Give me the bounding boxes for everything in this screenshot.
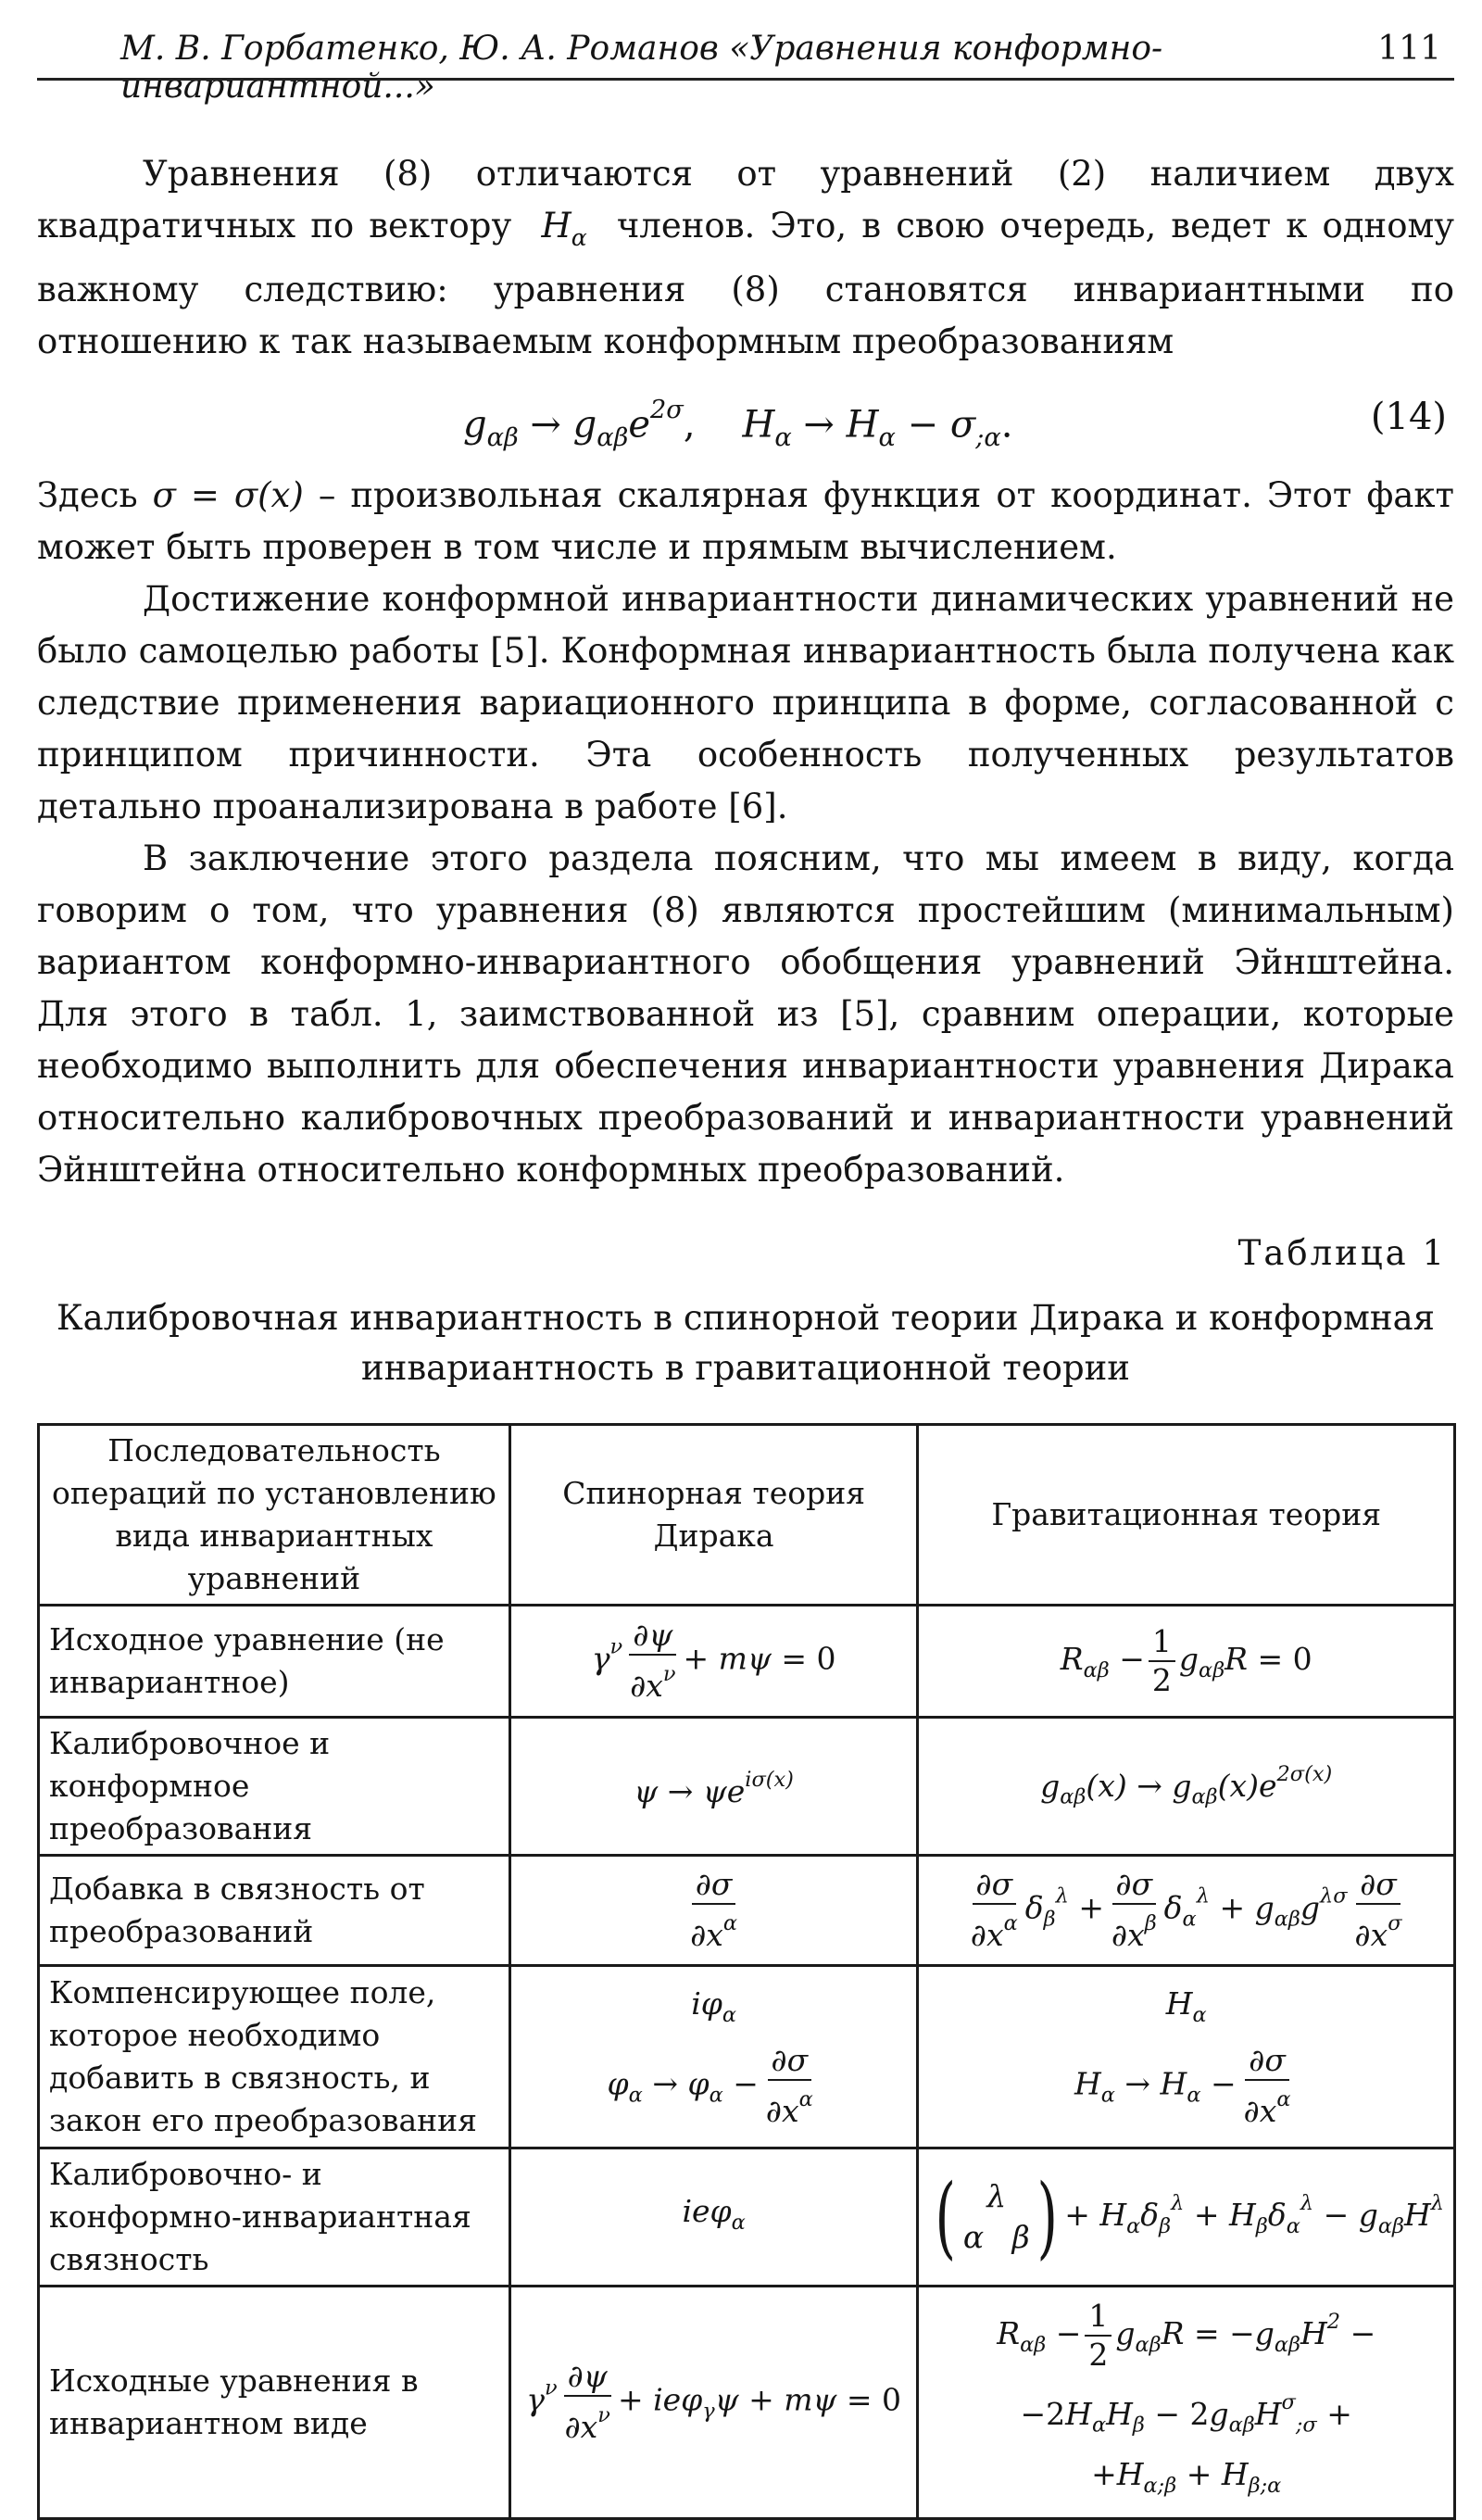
row-label-initial: Исходное уравнение (не инвариантное) (39, 1605, 510, 1717)
sigma-definition: σ = σ(x) (152, 474, 304, 515)
paragraph-3: Достижение конформной инвариантности динамических уравнений не было самоцелью работы [5]. Конформная инвариантность была получена как следствие применения вариационного принципа в форме, согласованной с принципом причинности. Эта особенность полученных результатов детально проанализирована в работе [6]. (37, 578, 1454, 826)
page (37, 19, 1454, 2520)
comparison-table (37, 1423, 1456, 2520)
header-dirac: Спинорная теория Дирака (509, 1424, 918, 1605)
dirac-invariant-equation: $\gamma^\nu$ $\frac{\partial\psi}{\partial x^\nu}$ + ieφ$_\gamma$ψ + mψ = 0 (509, 2286, 918, 2518)
dirac-gauge-transform: $\psi \to \psi e^{i\sigma(x)}$ (509, 1717, 918, 1855)
table-row (39, 2148, 1455, 2286)
header-operations: Последовательность операций по установлению вида инвариантных уравнений (39, 1424, 510, 1605)
table-row (39, 2286, 1455, 2518)
row-label-invariant-connection: Калибровочно- и конформно-инвариантная связность (39, 2148, 510, 2286)
paragraph-1-part-a: Уравнения (8) отличаются от уравнений (2) наличием двух квадратичных по вектору (37, 154, 1454, 246)
paragraph-4: В заключение этого раздела поясним, что мы имеем в виду, когда говорим о том, что уравнения (8) являются простейшим (минимальным) вариантом конформно-инвариантного обобщения уравнений Эйнштейна. Для этого в табл. 1, заимствованной из [5], сравним операции, которые необходимо выполнить для обеспечения инвариантности уравнения Дирака относительно калибровочных преобразований и инвариантности уравнений Эйнштейна относительно конформных преобразований. (37, 838, 1454, 1190)
dirac-field-transform: $\varphi_\alpha \to \varphi_\alpha$ − $\frac{\partial\sigma}{\partial x^\alpha}$ (607, 2042, 813, 2130)
paragraph-2 (37, 470, 1454, 573)
header-rule (37, 78, 1454, 81)
dirac-compensating-field (509, 1965, 918, 2148)
equation-14 (37, 368, 1454, 470)
dirac-field-i-phi: $i\varphi_\alpha$ (691, 1985, 737, 2028)
row-label-connection-addition: Добавка в связность от преобразований (39, 1855, 510, 1965)
table-title-line-1: Калибровочная инвариантность в спинорной теории Дирака и конформная (57, 1297, 1435, 1338)
vector-h-alpha: $H_\alpha$ (526, 206, 587, 251)
table-row (39, 1605, 1455, 1717)
table-title (37, 1293, 1454, 1393)
table-row (39, 1965, 1455, 2148)
gravity-connection-addition: $\frac{\partial\sigma}{\partial x^\alpha}$ $\delta_\beta^\lambda$ + $\frac{\partial\sigma}{\partial x^\beta}$ $\delta_\alpha^\lambda + g_{\alpha\beta}g^{\lambda\sigma}$ $\frac{\partial\sigma}{\partial x^\sigma}$ (918, 1855, 1455, 1965)
table-header-row (39, 1424, 1455, 1605)
dirac-connection-addition: $\frac{\partial\sigma}{\partial x^\alpha}$ (509, 1855, 918, 1965)
einstein-invariant-line-3: $+H_{\alpha;\beta} + H_{\beta;\alpha}$ (1091, 2456, 1282, 2499)
table-label: Таблица 1 (1237, 1232, 1447, 1273)
row-label-invariant-equations: Исходные уравнения в инвариантном виде (39, 2286, 510, 2518)
dirac-initial-equation: $\gamma^\nu$ $\frac{\partial\psi}{\partial x^\nu}$ + mψ = 0 (509, 1605, 918, 1717)
einstein-invariant-equation (918, 2286, 1455, 2518)
running-head (37, 19, 1454, 106)
gravity-compensating-field (918, 1965, 1455, 2148)
row-label-transformation: Калибровочное и конформное преобразования (39, 1717, 510, 1855)
gravity-invariant-connection: ( λ α β ) + $H_\alpha\delta_\beta^\lambda + H_\beta\delta_\alpha^\lambda - g_{\alpha\beta}H^\lambda$ (918, 2148, 1455, 2286)
christoffel-symbol: ( λ α β ) (935, 2164, 1058, 2269)
einstein-initial-equation: $R_{\alpha\beta}$ − $\frac{1}{2}$ $g_{\alpha\beta}R = 0$ (918, 1605, 1455, 1717)
dirac-invariant-connection: ieφ$_\alpha$ (509, 2148, 918, 2286)
einstein-invariant-line-2: $-2H_\alpha H_\beta - 2g_{\alpha\beta}H^\sigma_{;\sigma}$ + (1020, 2389, 1352, 2438)
equation-14-body: $g_{\alpha\beta} \to g_{\alpha\beta}e^{2\sigma}$, $H_\alpha \to H_\alpha - \sigma_{;\alpha}$. (463, 395, 1013, 452)
table-title-line-2: инвариантность в гравитационной теории (361, 1347, 1130, 1388)
equation-number: (14) (1370, 395, 1447, 438)
header-gravity: Гравитационная теория (918, 1424, 1455, 1605)
paragraph-1-part-b: членов. Это, в свою очередь, ведет к одному важному следствию: уравнения (8) становятся инвариантными по отношению к так называемым конформным преобразованиям (37, 206, 1455, 361)
einstein-invariant-line-1: $R_{\alpha\beta}$ − $\frac{1}{2}$ $g_{\alpha\beta}R = -g_{\alpha\beta}H^2$ − (997, 2297, 1376, 2373)
row-label-compensating-field: Компенсирующее поле, которое необходимо добавить в связность, и закон его преобразования (39, 1965, 510, 2148)
paragraph-2-part-a: Здесь (37, 474, 138, 515)
page-number: 111 (1377, 30, 1441, 68)
table-row (39, 1855, 1455, 1965)
paragraph-1 (37, 148, 1454, 368)
table-row (39, 1717, 1455, 1855)
paragraph-2-part-b: – произвольная скалярная функция от координат. Этот факт может быть проверен в том числе и прямым вычислением. (37, 474, 1455, 567)
gravity-field-transform: $H_\alpha \to H_\alpha$ − $\frac{\partial\sigma}{\partial x^\alpha}$ (1074, 2042, 1291, 2130)
conformal-transform: $g_{\alpha\beta}(x) \to g_{\alpha\beta}(x)e^{2\sigma(x)}$ (918, 1717, 1455, 1855)
running-head-text: М. В. Горбатенко, Ю. А. Романов «Уравнения конформно-инвариантной...» (120, 30, 1163, 106)
gravity-field-h: $H_\alpha$ (1165, 1985, 1207, 2028)
